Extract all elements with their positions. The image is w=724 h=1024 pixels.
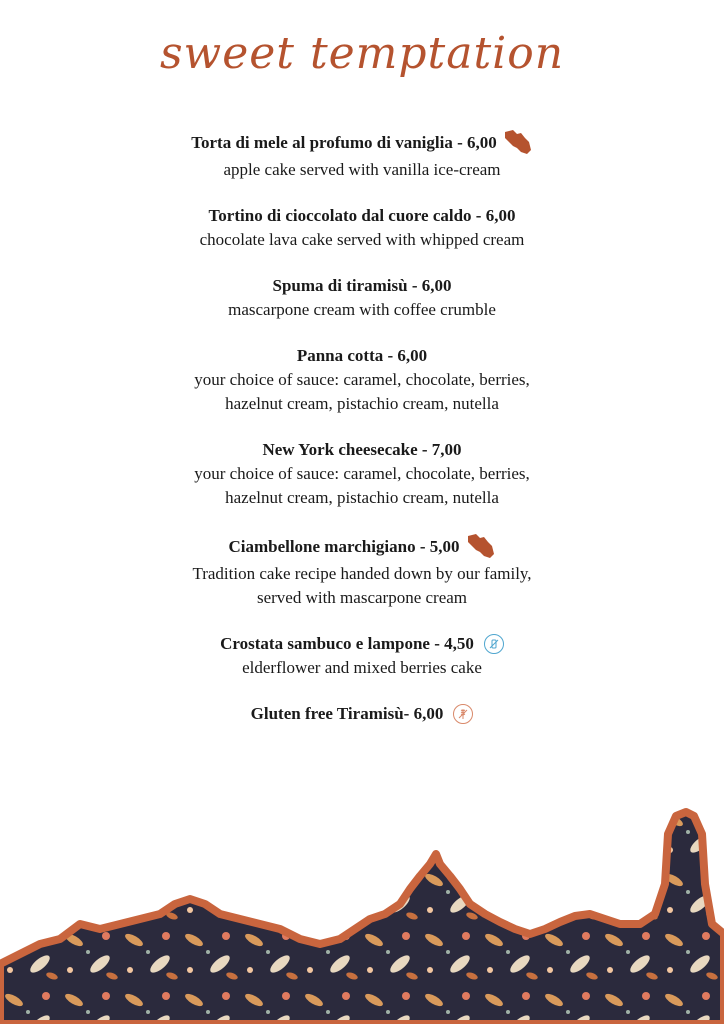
item-name: Gluten free Tiramisù- 6,00	[250, 704, 444, 723]
dessert-menu	[0, 128, 724, 726]
item-description: mascarpone cream with coffee crumble	[228, 300, 496, 319]
item-description: Tradition cake recipe handed down by our family,	[192, 564, 532, 583]
menu-title: sweet temptation	[159, 28, 565, 79]
item-description: chocolate lava cake served with whipped cream	[199, 230, 525, 249]
menu-item	[0, 344, 724, 416]
item-name: Ciambellone marchigiano - 5,00	[228, 537, 460, 556]
item-description: hazelnut cream, pistachio cream, nutella	[225, 488, 499, 507]
item-name: Spuma di tiramisù - 6,00	[272, 276, 452, 295]
item-name: Panna cotta - 6,00	[296, 346, 428, 365]
item-description: hazelnut cream, pistachio cream, nutella	[225, 394, 499, 413]
gluten-free-icon	[453, 704, 473, 724]
city-skyline-illustration	[0, 804, 724, 1024]
item-name: Torta di mele al profumo di vaniglia - 6,00	[191, 133, 497, 152]
item-name: Tortino di cioccolato dal cuore caldo - 6,00	[208, 206, 516, 225]
item-description: elderflower and mixed berries cake	[242, 658, 482, 677]
marche-region-icon	[501, 128, 533, 158]
item-description: your choice of sauce: caramel, chocolate, berries,	[194, 370, 530, 389]
item-description: served with mascarpone cream	[256, 588, 468, 607]
menu-item	[0, 274, 724, 322]
menu-item	[0, 204, 724, 252]
item-name: Crostata sambuco e lampone - 4,50	[220, 634, 474, 653]
menu-item	[0, 532, 724, 610]
menu-item	[0, 632, 724, 680]
menu-item	[0, 438, 724, 510]
item-name: New York cheesecake - 7,00	[262, 440, 462, 459]
menu-item	[0, 128, 724, 182]
item-description: apple cake served with vanilla ice-cream	[223, 160, 501, 179]
item-description: your choice of sauce: caramel, chocolate, berries,	[194, 464, 530, 483]
marche-region-icon	[464, 532, 496, 562]
lactose-free-icon	[484, 634, 504, 654]
menu-item	[0, 702, 724, 726]
